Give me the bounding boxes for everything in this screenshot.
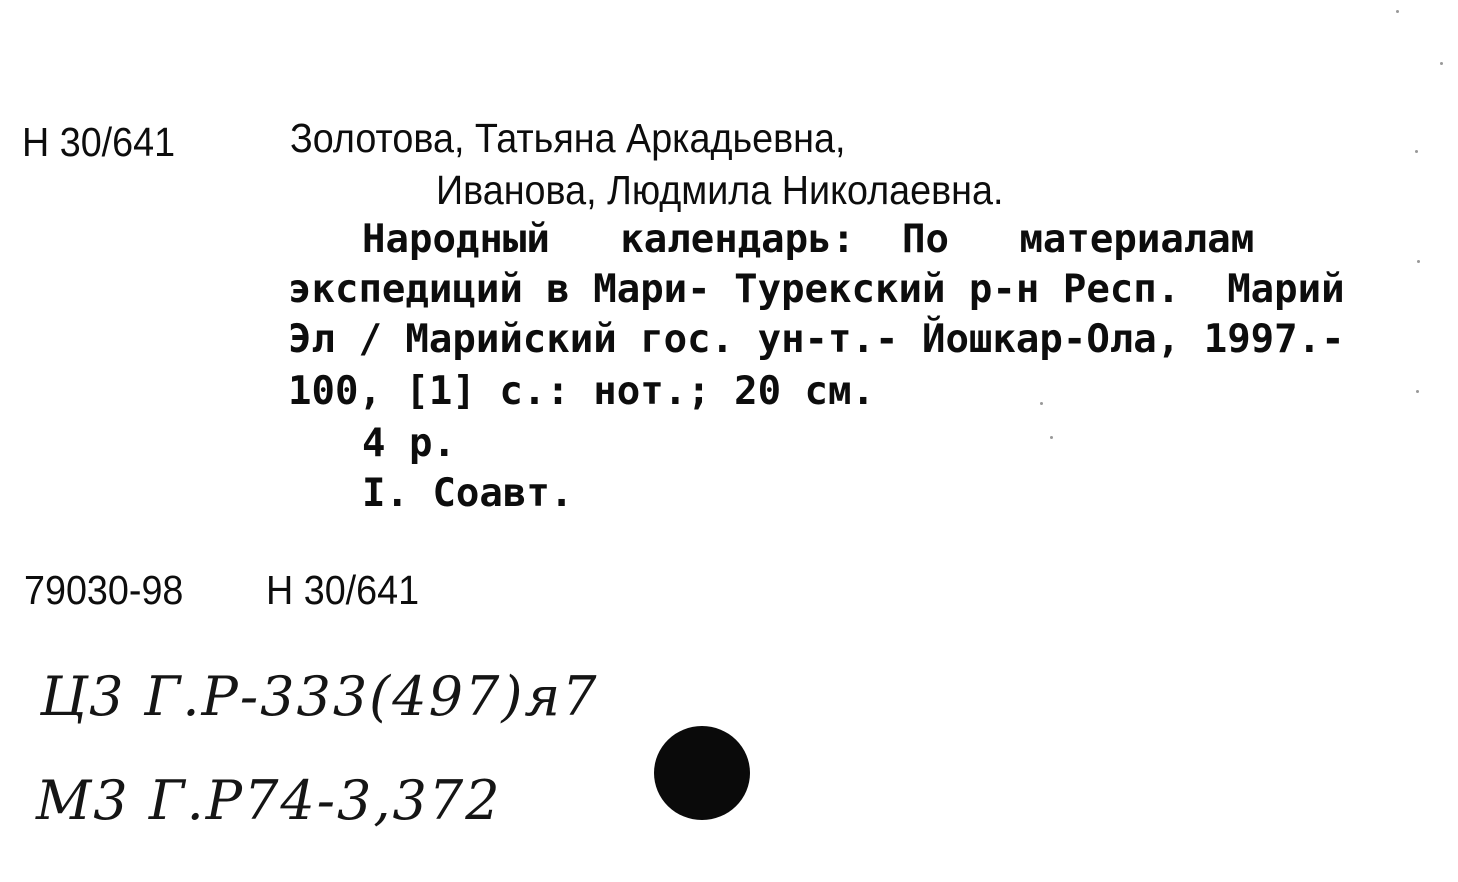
description-line-3: Эл / Марийский гос. ун-т.- Йошкар-Ола, 1997.- [288,317,1345,362]
scan-speck [1415,150,1418,153]
shelfmark: Н 30/641 [22,119,176,165]
scan-speck [1396,10,1399,13]
scan-speck [1050,436,1053,439]
scan-speck [1416,390,1419,393]
scan-speck [1417,260,1420,263]
accession-shelfmark: Н 30/641 [266,567,420,613]
author-primary: Золотова, Татьяна Аркадьевна, [290,115,846,161]
punch-hole [654,726,750,820]
description-line-4: 100, [1] с.: нот.; 20 см. [288,369,875,414]
description-line-1: Народный календарь: По материалам [362,217,1255,262]
handwritten-classification-1: Ц3 Г.Р-333(497)я7 [40,665,599,728]
accession-number: 79030-98 [24,567,184,613]
tracing: I. Соавт. [362,471,574,516]
scan-speck [1440,62,1443,65]
scan-speck [1040,402,1043,405]
price: 4 р. [362,421,456,466]
author-secondary: Иванова, Людмила Николаевна. [436,167,1004,213]
description-line-2: экспедиций в Мари- Турекский р-н Респ. Марий [288,267,1345,312]
handwritten-classification-2: М3 Г.Р74-3,372 [36,769,502,832]
